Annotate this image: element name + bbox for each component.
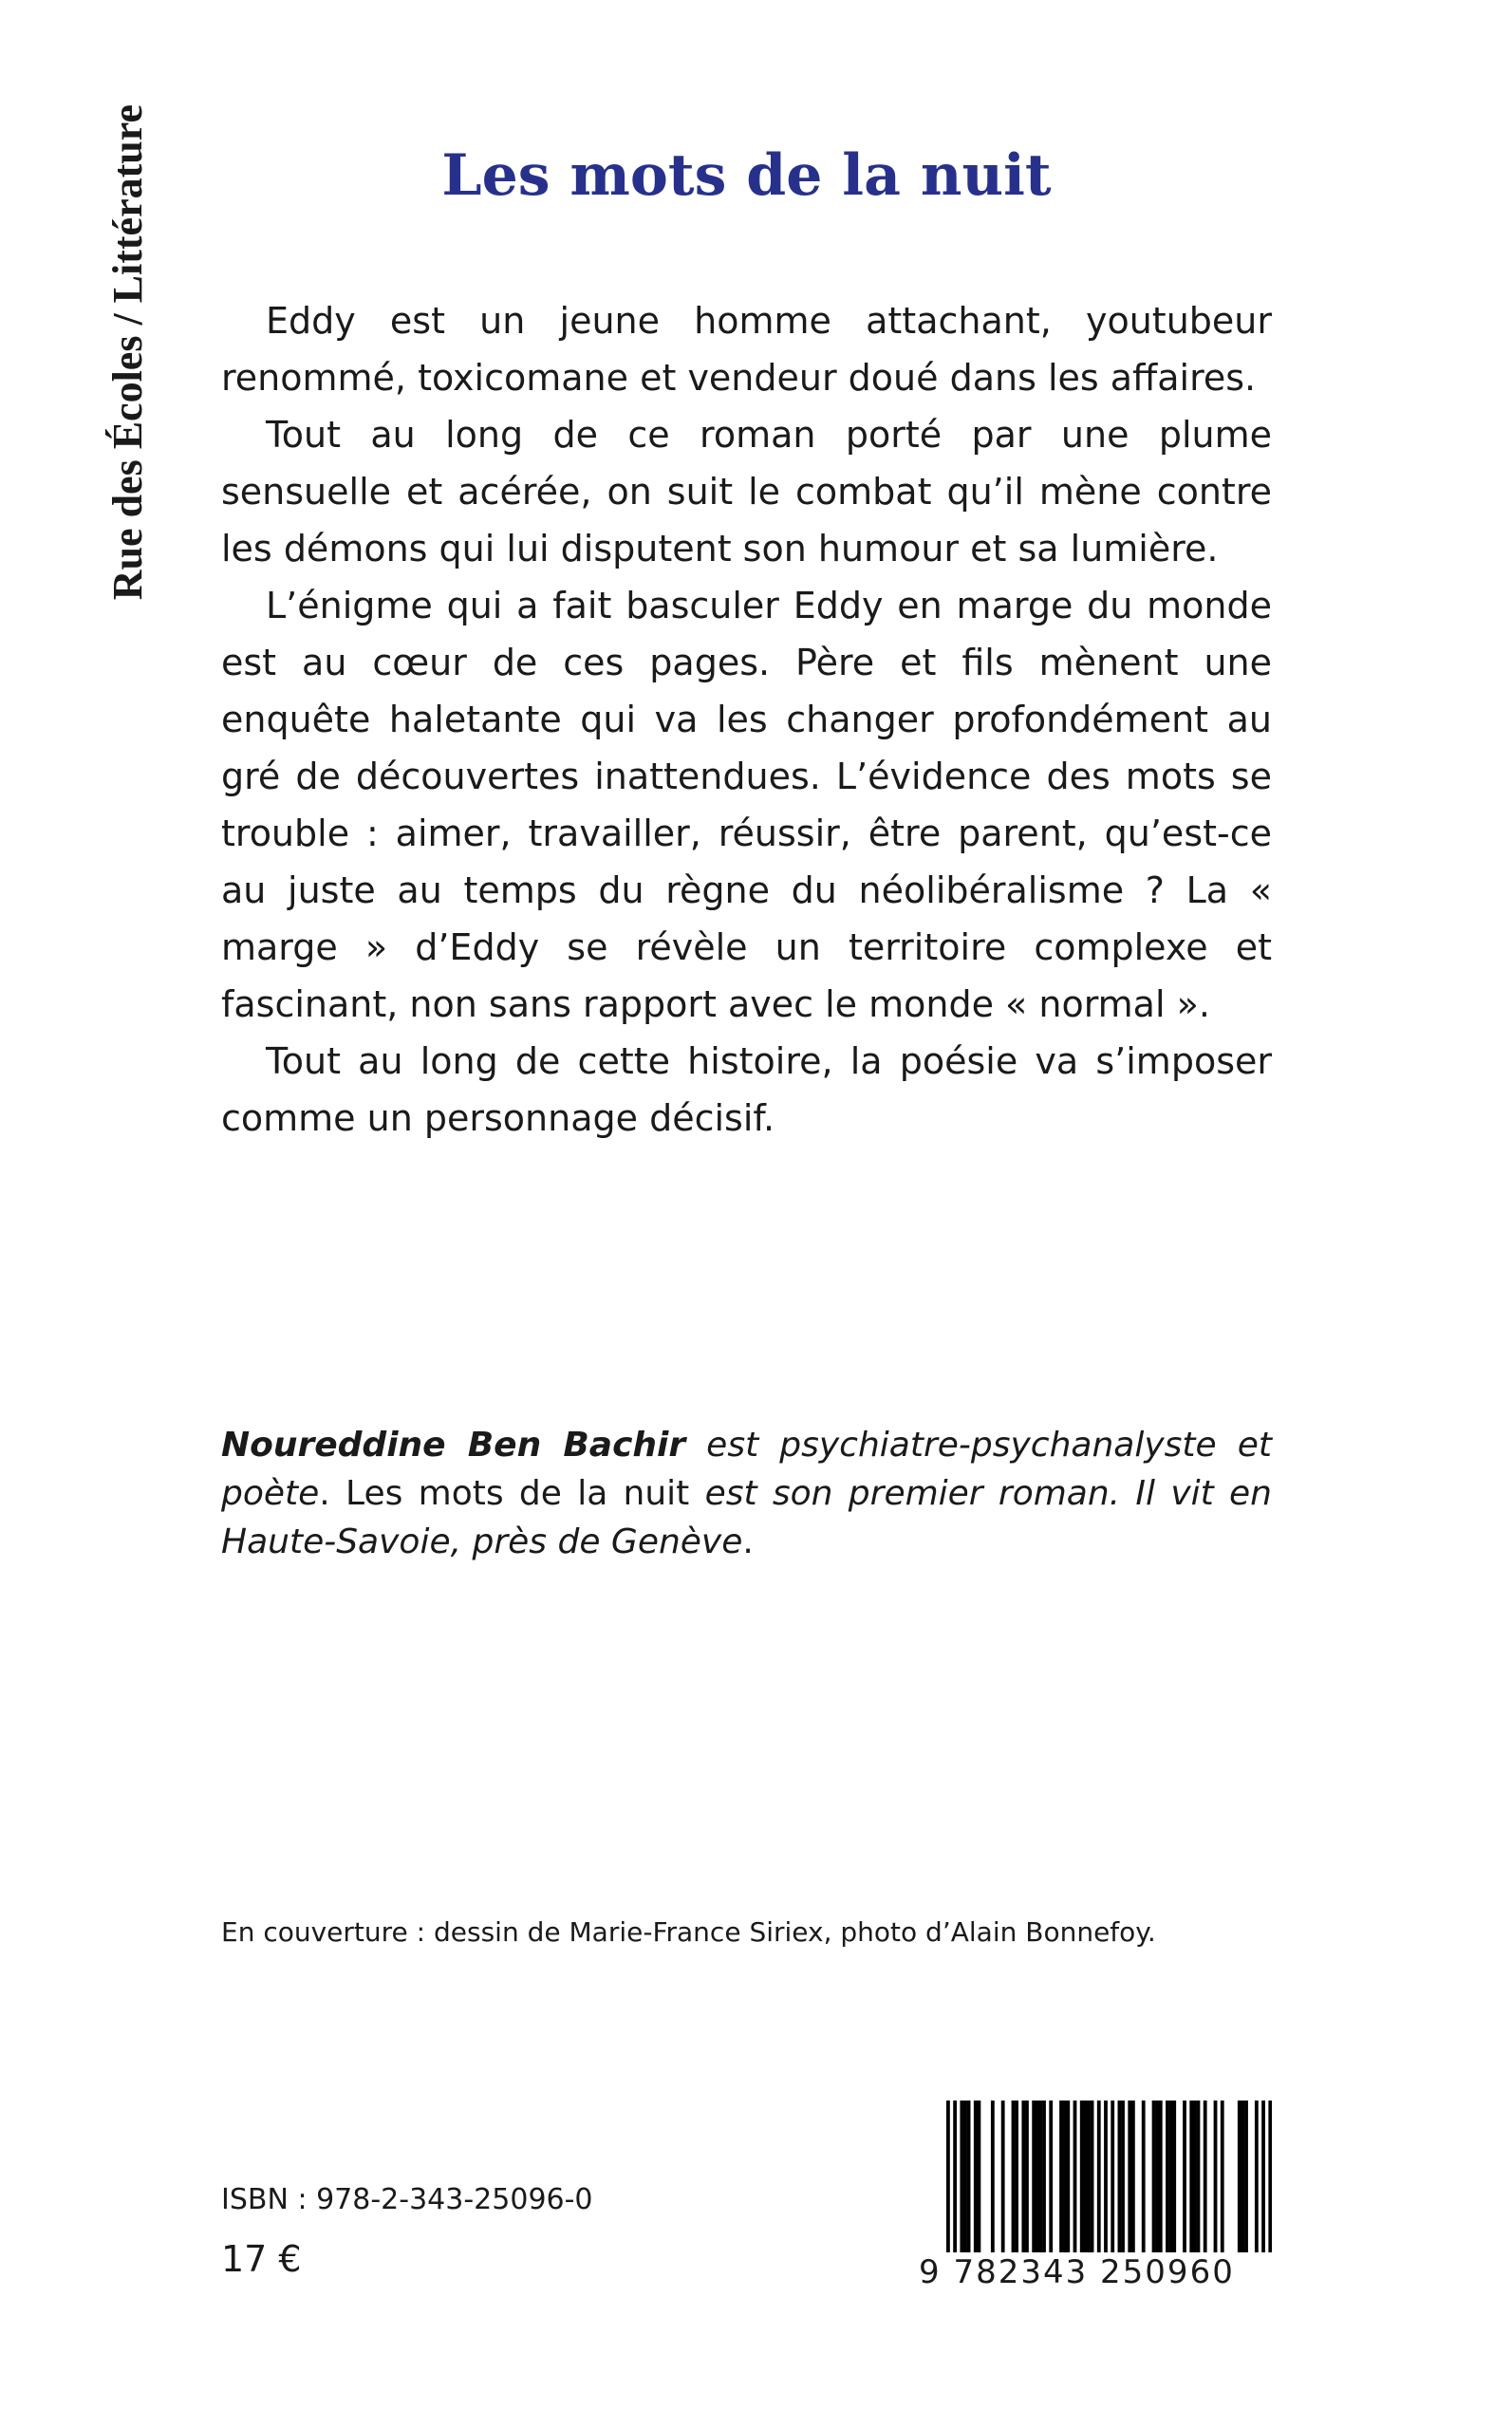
barcode-bar (1204, 2101, 1207, 2252)
barcode-bar (960, 2101, 963, 2252)
barcode-bar (1241, 2101, 1245, 2252)
barcode-bar (1111, 2101, 1114, 2252)
barcode-bar (1221, 2101, 1224, 2252)
author-name: Noureddine Ben Bachir (221, 1426, 686, 1465)
barcode-bar (1032, 2101, 1036, 2252)
barcode-bar (1097, 2101, 1101, 2252)
author-note-text: est son premier roman. Il vit en Haute-Savoie, près de Genève (221, 1474, 1272, 1561)
author-note-text: est psychiatre-psychanalyste et poète (221, 1426, 1272, 1513)
blurb-paragraph: Tout au long de cette histoire, la poésie va s’imposer comme un personnage décisif. (221, 1040, 1272, 1139)
barcode-bar (1197, 2101, 1201, 2252)
barcode-bar (1012, 2101, 1016, 2252)
cover-credits: En couverture : dessin de Marie-France Siriex, photo d’Alain Bonnefoy. (221, 1916, 1156, 1948)
barcode-bar (1155, 2101, 1159, 2252)
barcode-bar (1214, 2101, 1218, 2252)
barcode-bar (1193, 2101, 1197, 2252)
barcode-bar (1169, 2101, 1173, 2252)
barcode-digits: 9 782343 250960 (919, 2253, 1235, 2291)
blurb-paragraph: Tout au long de ce roman porté par une plume sensuelle et acérée, on suit le combat qu’il mène contre les démons qui lui disputent son humour et sa lumière. (221, 414, 1272, 570)
barcode-bar (1021, 2101, 1025, 2252)
barcode-bar (1025, 2101, 1029, 2252)
barcode (946, 2101, 1272, 2252)
barcode-bar (1063, 2101, 1067, 2252)
barcode-bar (946, 2101, 950, 2252)
author-note-book-title: . Les mots de la nuit (319, 1474, 705, 1513)
barcode-bar (1183, 2101, 1186, 2252)
barcode-bar (1159, 2101, 1163, 2252)
barcode-bar (1042, 2101, 1046, 2252)
barcode-bar (977, 2101, 980, 2252)
barcode-bar (1131, 2101, 1135, 2252)
barcode-bar (1142, 2101, 1146, 2252)
barcode-bar (1104, 2101, 1108, 2252)
barcode-bar (1152, 2101, 1156, 2252)
barcode-bar (974, 2101, 978, 2252)
barcode-bar (1038, 2101, 1042, 2252)
barcode-bar (1172, 2101, 1176, 2252)
barcode-bar (991, 2101, 995, 2252)
barcode-bar (1073, 2101, 1077, 2252)
price: 17 € (221, 2238, 302, 2280)
barcode-bar (953, 2101, 957, 2252)
barcode-bar (1128, 2101, 1131, 2252)
barcode-bar (967, 2101, 971, 2252)
book-blurb (221, 292, 1272, 1147)
barcode-bar (1083, 2101, 1087, 2252)
book-title: Les mots de la nuit (441, 142, 1052, 209)
barcode-bar (1015, 2101, 1018, 2252)
barcode-bar (1001, 2101, 1005, 2252)
barcode-bar (1238, 2101, 1241, 2252)
author-note-end: . (742, 1522, 754, 1561)
blurb-paragraph: L’énigme qui a fait basculer Eddy en marge du monde est au cœur de ces pages. Père et fils mènent une enquête haletante qui va les changer profondément au gré de découvertes inattendues. L’évidence des mots se trouble : aimer, travailler, réussir, être parent, qu’est-ce au juste au temps du règne du néolibéralisme ? La « marge » d’Eddy se révèle un territoire complexe et fascinant, non sans rapport avec le monde « normal ». (221, 585, 1272, 1025)
barcode-bar (1087, 2101, 1091, 2252)
barcode-bar (1049, 2101, 1053, 2252)
barcode-bar (1268, 2101, 1272, 2252)
series-label: Rue des Écoles / Littérature (104, 104, 151, 601)
barcode-bar (1059, 2101, 1063, 2252)
barcode-bar (1121, 2101, 1125, 2252)
barcode-bar (1091, 2101, 1094, 2252)
barcode-bar (1244, 2101, 1248, 2252)
barcode-bar (1118, 2101, 1122, 2252)
barcode-bar (1255, 2101, 1259, 2252)
barcode-bar (1189, 2101, 1193, 2252)
barcode-bar (963, 2101, 967, 2252)
author-note (221, 1421, 1272, 1566)
blurb-paragraph: Eddy est un jeune homme attachant, youtubeur renommé, toxicomane et vendeur doué dans les affaires. (221, 300, 1272, 399)
barcode-bar (1166, 2101, 1169, 2252)
barcode-bar (1036, 2101, 1039, 2252)
barcode-bar (1080, 2101, 1084, 2252)
barcode-bar (1261, 2101, 1265, 2252)
barcode-bar (1066, 2101, 1070, 2252)
isbn: ISBN : 978-2-343-25096-0 (221, 2183, 593, 2216)
